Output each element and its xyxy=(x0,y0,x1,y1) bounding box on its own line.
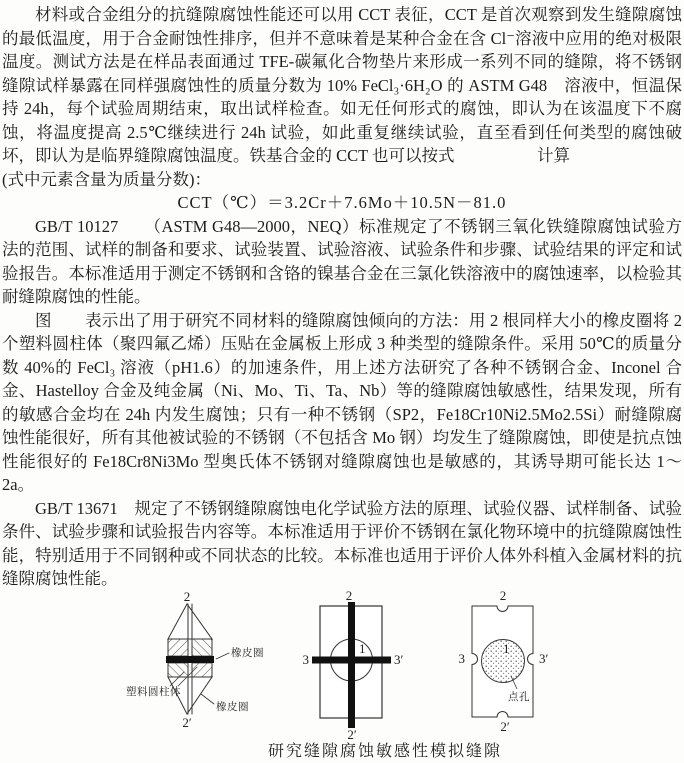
formula-note: (式中元素含量为质量分数)： xyxy=(2,169,211,189)
label-2prime-bottom: 2′ xyxy=(182,715,192,730)
label-1-center: 1 xyxy=(503,641,510,656)
vertical-band xyxy=(348,602,355,728)
plastic-cylinder-upper-right xyxy=(192,639,212,656)
paragraph-figure-method: 图 表示出了用于研究不同材料的缝隙腐蚀倾向的方法：用 2 根同样大小的橡皮圈将 2 个塑料圆柱体（聚四氟乙烯）压贴在金属板上形成 3 种类型的缝隙条件。采用 50℃的质量分数 40%的 FeCl₃ 溶液（pH1.6）的加速条件，用上述方法研究了各种不锈钢合金、Inconel 合金、Hastelloy 合金及纯金属（Ni、Mo、Ti、Ta、Nb）等的缝隙腐蚀敏感性，结果发现，所有的敏感合金均在 24h 内发生腐蚀；只有一种不锈钢（SP2，Fe18Cr10Ni2.5Mo2.5Si）耐缝隙腐蚀性能很好，所有其他被试验的不锈钢（不包括含 Mo 钢）均发生了缝隙腐蚀，即使是抗点蚀性能很好的 Fe18Cr8Ni3Mo 型奥氏体不锈钢对缝隙腐蚀也是敏感的，其诱导期可能长达 1～2a。 xyxy=(2,310,682,494)
leader-rubber-ring-2 xyxy=(201,694,214,704)
plastic-cylinder-lower-right xyxy=(192,663,212,677)
rubber-ring-label-1: 橡皮圈 xyxy=(231,648,264,659)
label-2prime-bottom: 2′ xyxy=(347,727,357,740)
paragraph-gbt13671: GB/T 13671 规定了不锈钢缝隙腐蚀电化学试验方法的原理、试验仪器、试样制备、试验条件、试验步骤和试验报告内容等。本标准适用于评价不锈钢在氯化物环境中的抗缝隙腐蚀性能，特别适用于不同钢种或不同状态的比较。本标准也适用于评价人体外科植入金属材料的抗缝隙腐蚀性能。 xyxy=(2,498,682,588)
paragraph-cct: 材料或合金组分的抗缝隙腐蚀性能还可以用 CCT 表征，CCT 是首次观察到发生缝隙腐蚀的最低温度，用于合金耐蚀性排序，但并不意味着是某种合金在含 Cl⁻溶液中应用的绝对极限温度。测试方法是在样品表面通过 TFE-碳氟化合物垫片来形成一系列不同的缝隙，将不锈钢缝隙试样暴露在同样强腐蚀性的质量分数为 10% FeCl₃·6H₂O 的 ASTM G48 溶液中，恒温保持 24h，每个试验周期结束，取出试样检查。如无任何形式的腐蚀，即认为在该温度下不腐蚀，将温度提高 2.5℃继续进行 24h 试验，如此重复继续试验，直至看到任何类型的腐蚀破坏，即认为是临界缝隙腐蚀温度。铁基合金的 CCT 也可以按式 计算 xyxy=(2,5,682,165)
plastic-cylinder-upper-left xyxy=(168,639,188,656)
figure-caption: 研究缝隙腐蚀敏感性模拟缝隙 xyxy=(267,743,502,760)
label-2-top: 2 xyxy=(499,590,507,603)
label-3prime-right: 3′ xyxy=(394,652,404,667)
label-2-top: 2 xyxy=(345,590,353,603)
horizontal-rubber-band xyxy=(166,656,214,663)
diagram-result-view xyxy=(459,590,549,734)
plastic-cylinder-label: 塑料圆柱体 xyxy=(126,687,181,698)
diagram-front-view xyxy=(303,590,404,740)
pit-hole-label: 点孔 xyxy=(508,692,530,703)
document-body xyxy=(2,3,682,591)
leader-rubber-ring-1 xyxy=(216,653,229,659)
horizontal-band xyxy=(312,657,391,664)
crevice-figure xyxy=(0,590,684,740)
label-3prime-right: 3′ xyxy=(539,651,549,666)
label-3-left: 3 xyxy=(302,652,309,667)
paragraph-gbt10127: GB/T 10127 （ASTM G48—2000，NEQ）标准规定了不锈钢三氧化铁缝隙腐蚀试验方法的范围、试样的制备和要求、试验装置、试验溶液、试验条件和步骤、试验结果的评定和试验报告。本标准适用于测定不锈钢和含铬的镍基合金在三氯化铁溶液中的腐蚀速率，以检验其耐缝隙腐蚀的性能。 xyxy=(2,216,682,306)
label-2-top: 2 xyxy=(183,590,191,604)
rubber-ring-top-loop xyxy=(168,604,212,639)
rubber-ring-label-2: 橡皮圈 xyxy=(216,702,249,713)
diagram-side-view xyxy=(126,590,264,730)
plastic-cylinder-lower-left xyxy=(168,663,188,677)
cct-formula: CCT（℃）＝3.2Cr＋7.6Mo＋10.5N－81.0 xyxy=(177,193,507,212)
crevice-diagrams-svg xyxy=(0,590,684,740)
label-1-center: 1 xyxy=(359,641,366,656)
label-2prime-bottom: 2′ xyxy=(500,719,510,734)
label-3-left: 3 xyxy=(458,651,465,666)
